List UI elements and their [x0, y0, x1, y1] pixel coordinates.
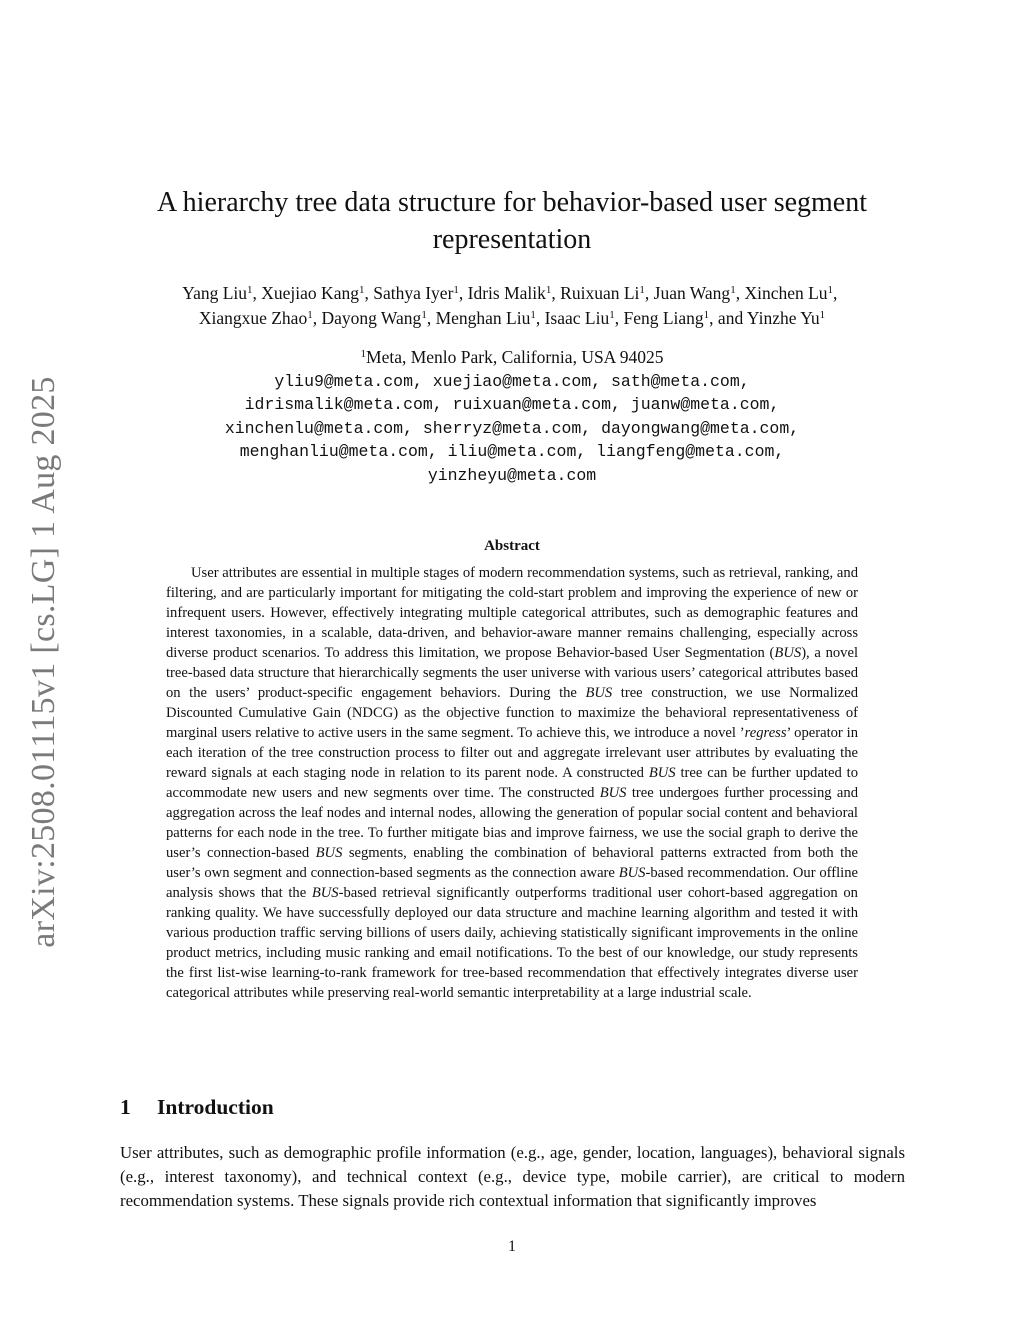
affiliation-marker: 1	[360, 348, 367, 360]
abstract-text: tree undergoes further processing and aggregation across the leaf nodes and internal nodes, allowing the generation of popular social content and behavioral patterns for each node in the tree. To further mitigate bias and improve fairness, we use the social graph to derive the user’s connection-based	[166, 785, 858, 861]
abstract-heading: Abstract	[484, 538, 540, 554]
section-heading-introduction	[120, 1095, 274, 1120]
author-affiliation-marker: 1	[247, 284, 253, 296]
author-name: Yang Liu	[182, 283, 248, 303]
abstract-text: ’ operator in each iteration of the tree construction process to filter out and aggregate irrelevant user attributes by evaluating the reward signals at each staging node in relation to its parent node. A constructed	[166, 725, 858, 781]
author-name: Menghan Liu	[435, 308, 531, 328]
author-affiliation-marker: 1	[827, 284, 834, 296]
abstract-text: tree can be further updated to accommodate new users and new segments over time. The constructed	[166, 765, 858, 801]
author-name: Idris Malik	[467, 283, 546, 303]
author-affiliation-marker: 1	[609, 309, 615, 321]
email-line: yliu9@meta.com, xuejiao@meta.com, sath@meta.com,	[274, 372, 750, 391]
author-affiliation-marker: 1	[639, 284, 645, 296]
author-separator: ,	[312, 308, 322, 328]
page-number: 1	[508, 1238, 516, 1255]
abstract-text: segments, enabling the combination of behavioral patterns extracted from both the user’s own segment and connection-based segments as the connection aware	[166, 845, 859, 881]
author-name: Dayong Wang	[321, 308, 422, 328]
email-line: xinchenlu@meta.com, sherryz@meta.com, dayongwang@meta.com,	[224, 418, 800, 438]
author-separator: , and	[709, 308, 747, 328]
abstract-text: User attributes are essential in multiple stages of modern recommendation systems, such as retrieval, ranking, and filtering, and are particularly important for mitigating the cold-start problem and improving the experience of new or infrequent users. However, effectively integrating multiple categorical attributes, such as demographic features and interest taxonomies, in a scalable, data-driven, and behavior-aware manner remains challenging, especially across diverse product scenarios. To address this limitation, we propose Behavior-based User Segmentation (	[166, 565, 858, 661]
affiliation-text: Meta, Menlo Park, California, USA 94025	[366, 347, 664, 367]
abstract-body	[166, 563, 858, 1003]
abstract-emphasis: BUS	[311, 885, 339, 901]
author-affiliation-marker: 1	[358, 284, 365, 296]
abstract-text: -based recommendation. Our offline analysis shows that the	[166, 865, 858, 901]
author-separator: ,	[644, 283, 654, 303]
email-line: menghanliu@meta.com, iliu@meta.com, liangfeng@meta.com,	[239, 442, 785, 462]
email-line: yinzheyu@meta.com	[427, 465, 597, 485]
author-affiliation-marker: 1	[819, 309, 826, 321]
author-affiliation-marker: 1	[730, 284, 736, 296]
section-title: Introduction	[157, 1095, 274, 1119]
abstract-emphasis: BUS	[618, 865, 646, 881]
author-name: Isaac Liu	[544, 308, 610, 328]
author-name: Feng Liang	[623, 308, 704, 328]
author-name: Xuejiao Kang	[261, 283, 359, 303]
author-affiliation-marker: 1	[453, 284, 459, 296]
author-separator: ,	[426, 308, 436, 328]
introduction-paragraph: User attributes, such as demographic profile information (e.g., age, gender, location, languages), behavioral signals (e.g., interest taxonomy), and technical context (e.g., device type, mobile carrier), are critical to modern recommendation systems. These signals provide rich contextual information that significantly improves	[120, 1143, 905, 1210]
abstract-emphasis: BUS	[599, 785, 627, 801]
author-separator: ,	[252, 283, 262, 303]
abstract-emphasis: BUS	[315, 845, 343, 861]
author-separator: ,	[364, 283, 374, 303]
abstract-text: -based retrieval significantly outperforms traditional user cohort-based aggregation on ranking quality. We have successfully deployed our data structure and machine learning algorithm and tested it with various production traffic serving billions of users daily, achieving statistically significant improvements in the online product metrics, including music ranking and email notifications. To the best of our knowledge, our study represents the first list-wise learning-to-rank framework for tree-based recommendation that effectively integrates diverse user categorical attributes while preserving real-world semantic interpretability at a large industrial scale.	[166, 885, 858, 1001]
author-name: Yinzhe Yu	[746, 308, 820, 328]
email-line: idrismalik@meta.com, ruixuan@meta.com, juanw@meta.com,	[244, 395, 780, 415]
author-affiliation-marker: 1	[703, 309, 710, 321]
author-separator: ,	[614, 308, 624, 328]
abstract-text: ), a novel tree-based data structure that hierarchically segments the user universe with various users’ categorical attributes based on the users’ product-specific engagement behaviors. During the	[166, 645, 858, 701]
section-number: 1	[120, 1095, 131, 1119]
author-name: Sathya Iyer	[373, 283, 454, 303]
paper-title: A hierarchy tree data structure for behavior-based user segment representation	[156, 187, 868, 255]
author-separator: ,	[551, 283, 561, 303]
author-affiliation-marker: 1	[545, 284, 552, 296]
author-list	[110, 281, 914, 331]
author-affiliation-marker: 1	[307, 309, 313, 321]
author-separator: ,	[833, 283, 842, 303]
abstract-emphasis: BUS	[774, 645, 802, 661]
affiliation	[110, 345, 914, 369]
author-separator: ,	[458, 283, 468, 303]
author-separator: ,	[735, 283, 745, 303]
abstract-text: tree construction, we use Normalized Discounted Cumulative Gain (NDCG) as the objective function to maximize the behavioral representativeness of marginal users relative to active users in the same segment. To achieve this, we introduce a novel ’	[166, 685, 858, 741]
author-name: Ruixuan Li	[560, 283, 640, 303]
author-name: Xiangxue Zhao	[198, 308, 308, 328]
author-name: Xinchen Lu	[744, 283, 828, 303]
author-affiliation-marker: 1	[421, 309, 427, 321]
abstract-emphasis: BUS	[648, 765, 676, 781]
arxiv-identifier-stamp: arXiv:2508.01115v1 [cs.LG] 1 Aug 2025	[25, 376, 62, 948]
author-affiliation-marker: 1	[530, 309, 536, 321]
abstract-emphasis: BUS	[585, 685, 613, 701]
email-list	[110, 370, 914, 487]
author-separator: ,	[535, 308, 545, 328]
abstract-emphasis: regress	[744, 725, 787, 741]
author-name: Juan Wang	[653, 283, 731, 303]
